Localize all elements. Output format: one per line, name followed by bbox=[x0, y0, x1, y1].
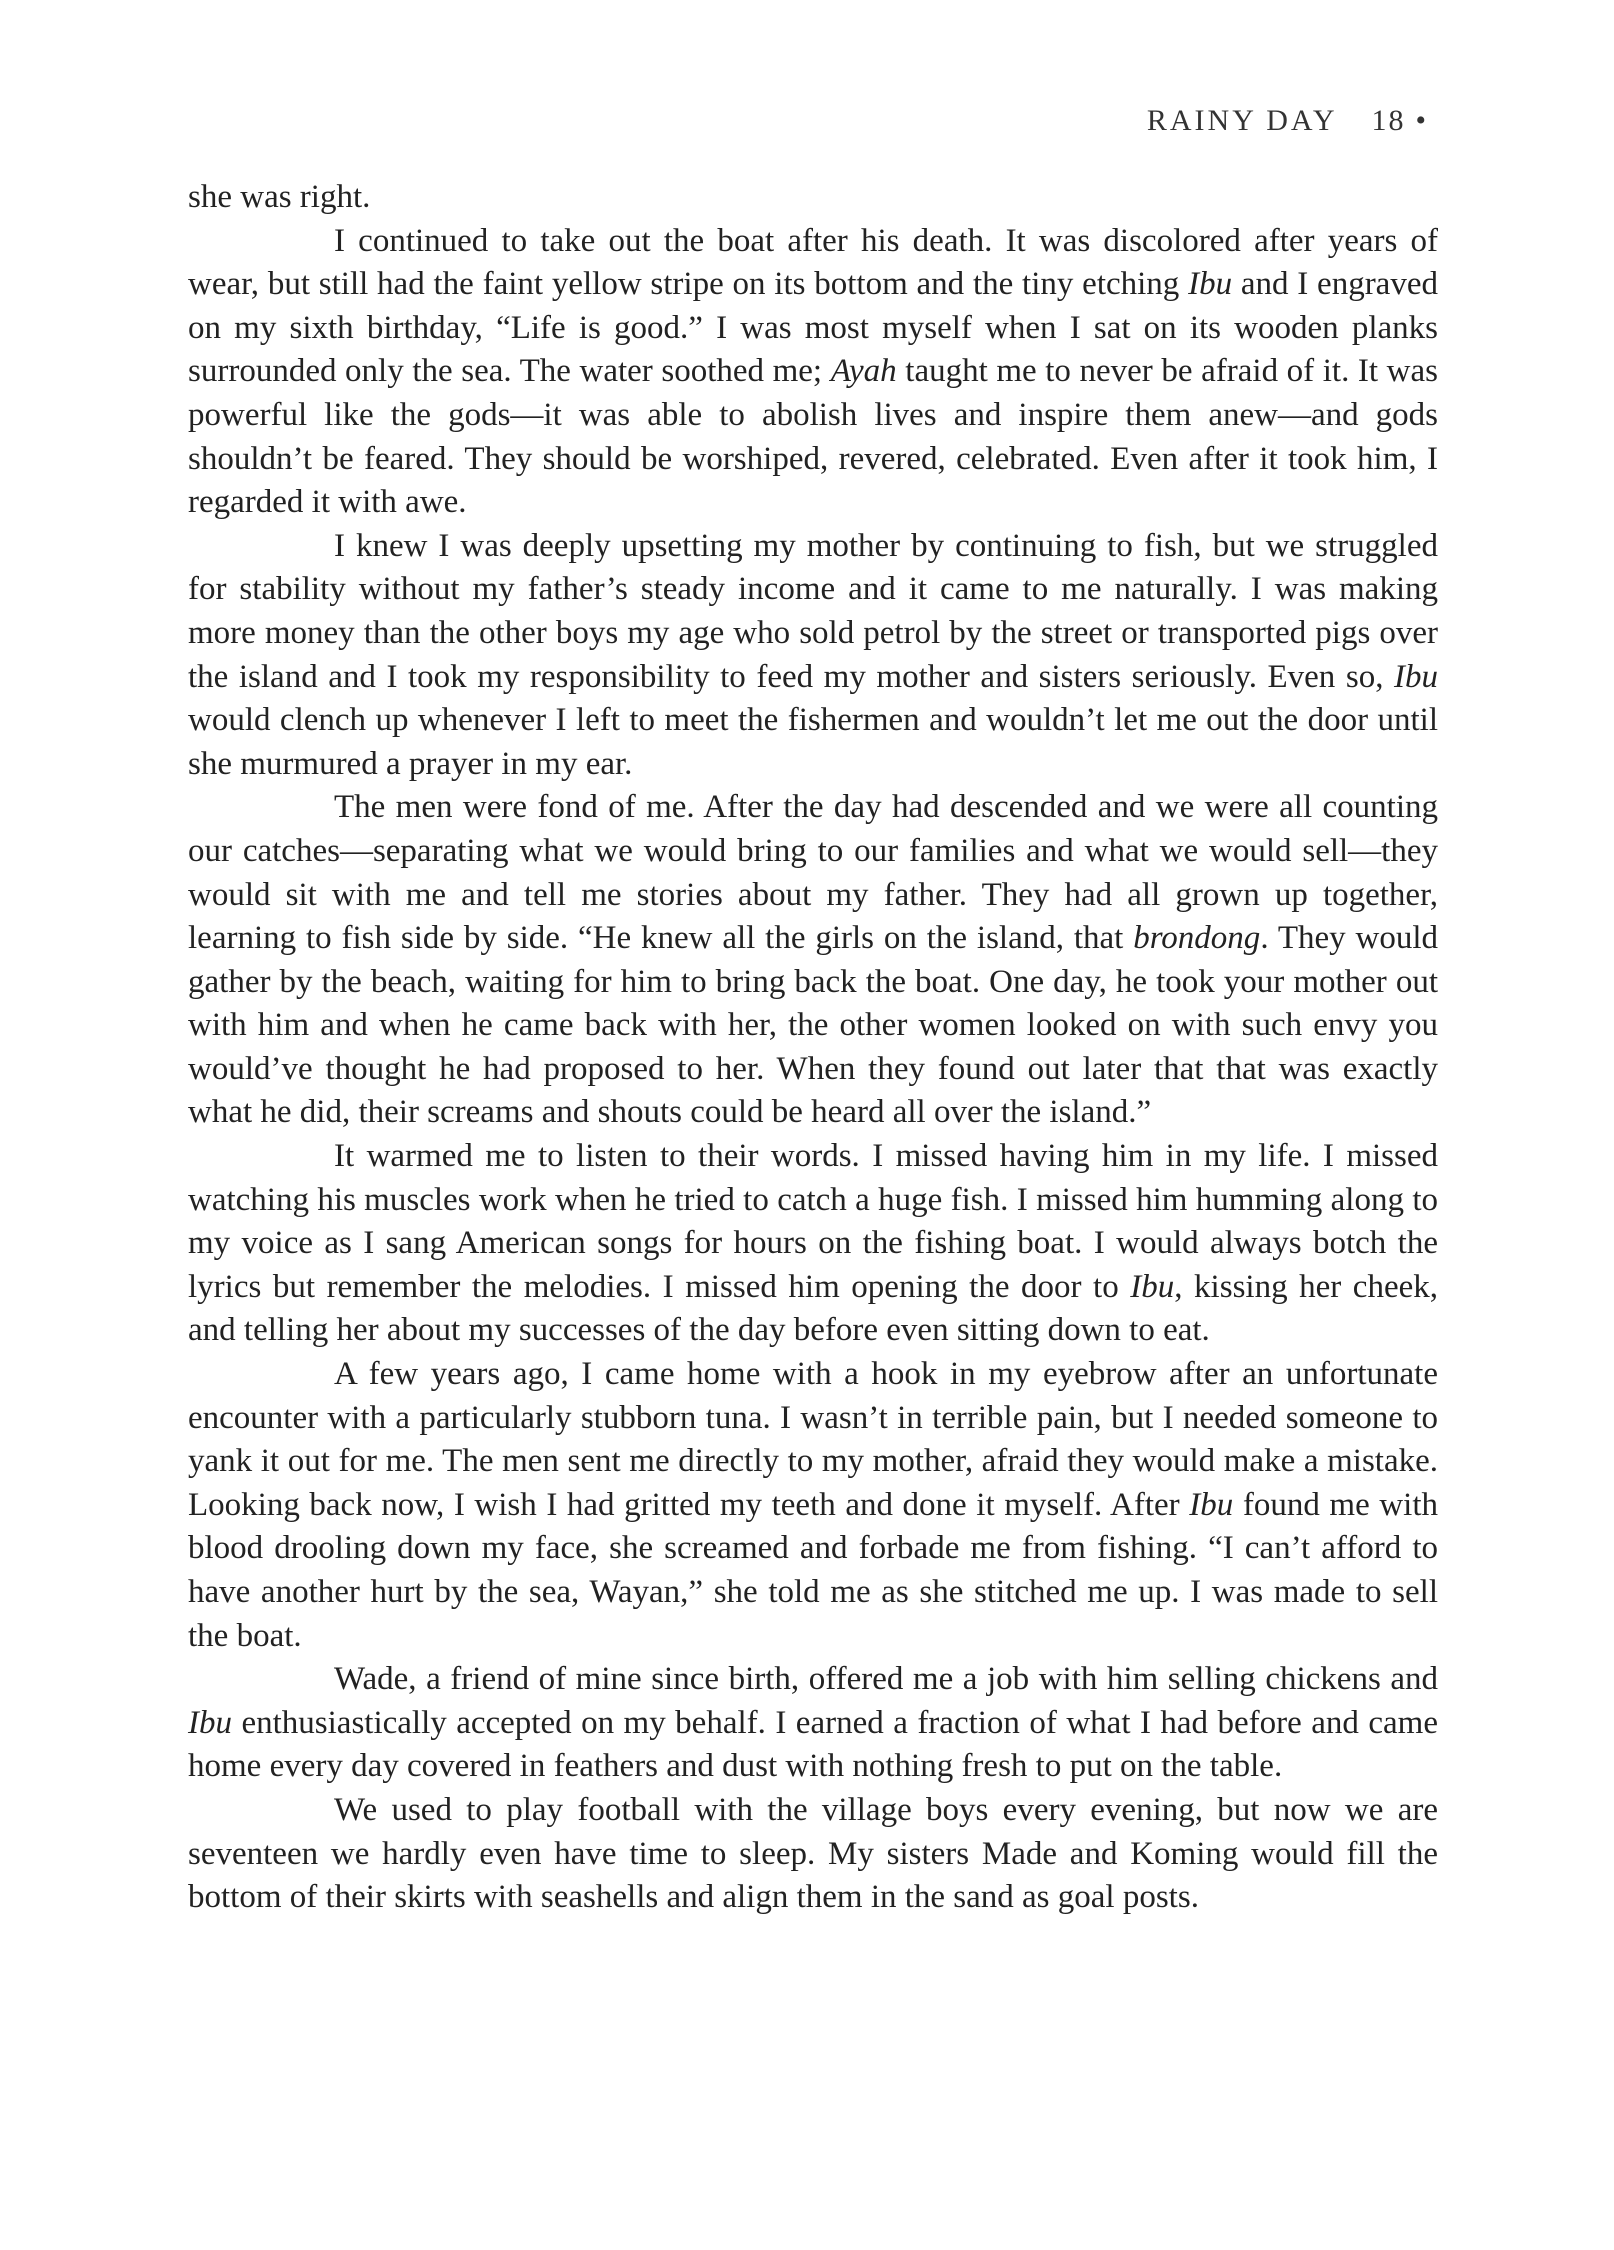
text-run: Wade, a friend of mine since birth, offered me a job with him selling chickens and bbox=[334, 1661, 1438, 1698]
paragraph bbox=[188, 525, 1438, 787]
text-run: would clench up whenever I left to meet the fishermen and wouldn’t let me out the door until she murmured a prayer in my ear. bbox=[188, 702, 1438, 782]
text-run: found me with blood drooling down my face, she screamed and forbade me from fishing. “I can’t afford to have another hurt by the sea, Wayan,” she told me as she stitched me up. I was made to sell the boat. bbox=[188, 1486, 1438, 1654]
paragraph bbox=[188, 1135, 1438, 1353]
page-number: 18 bbox=[1371, 104, 1406, 137]
italic-text: Ibu bbox=[1189, 1486, 1234, 1523]
italic-text: Ibu bbox=[1188, 266, 1233, 303]
text-run: she was right. bbox=[188, 179, 371, 215]
text-run: The men were fond of me. After the day had descended and we were all counting our catches—separating what we would bring to our families and what we would sell—they would sit with me and tell me stories about my father. They had all grown up together, learning to fish side by side. “He knew all the girls on the island, that bbox=[188, 789, 1438, 957]
header-bullet: • bbox=[1415, 104, 1426, 137]
text-run: A few years ago, I came home with a hook in my eyebrow after an unfortunate encounter with a particularly stubborn tuna. I wasn’t in terrible pain, but I needed someone to yank it out for me. The men sent me directly to my mother, afraid they would make a mistake. Looking back now, I wish I had gritted my teeth and done it myself. After bbox=[188, 1356, 1438, 1523]
text-run: enthusiastically accepted on my behalf. I earned a fraction of what I had before and came home every day covered in feathers and dust with nothing fresh to put on the table. bbox=[188, 1704, 1438, 1785]
italic-text: brondong bbox=[1133, 920, 1261, 957]
text-run: I knew I was deeply upsetting my mother by continuing to fish, but we struggled for stability without my father’s steady income and it came to me naturally. I was making more money than the other boys my age who sold petrol by the street or transported pigs over the island and I took my responsibility to feed my mother and sisters seriously. Even so, bbox=[188, 527, 1438, 695]
text-run: I continued to take out the boat after his death. It was discolored after years of wear, but still had the faint yellow stripe on its bottom and the tiny etching bbox=[188, 222, 1438, 303]
text-run: It warmed me to listen to their words. I missed having him in my life. I missed watching his muscles work when he tried to catch a huge fish. I missed him humming along to my voice as I sang American songs for hours on the fishing boat. I would always botch the lyrics but remember the melodies. I missed him opening the door to bbox=[188, 1138, 1438, 1305]
italic-text: Ibu bbox=[1394, 658, 1438, 695]
text-run: and I engraved on my sixth birthday, “Life is good.” I was most myself when I sat on its wooden planks surrounded only the sea. The water soothed me; bbox=[188, 266, 1438, 390]
body-text bbox=[188, 176, 1438, 1920]
text-run: We used to play football with the village boys every evening, but now we are seventeen we hardly even have time to sleep. My sisters Made and Koming would fill the bottom of their skirts with seashells and align them in the sand as goal posts. bbox=[188, 1791, 1438, 1916]
paragraph bbox=[188, 1658, 1438, 1789]
paragraph bbox=[188, 786, 1438, 1135]
text-run: , kissing her cheek, and telling her about my successes of the day before even sitting down to eat. bbox=[188, 1268, 1438, 1349]
text-run: . They would gather by the beach, waiting for him to bring back the boat. One day, he took your mother out with him and when he came back with her, the other women looked on with such envy you would’ve thought he had proposed to her. When they found out later that that was exactly what he did, their screams and shouts could be heard all over the island.” bbox=[188, 920, 1438, 1131]
paragraph bbox=[188, 220, 1438, 525]
text-run: taught me to never be afraid of it. It was powerful like the gods—it was able to abolish lives and inspire them anew—and gods shouldn’t be feared. They should be worshiped, revered, celebrated. Even after it took him, I regarded it with awe. bbox=[188, 353, 1438, 521]
italic-text: Ibu bbox=[188, 1704, 232, 1741]
italic-text: Ayah bbox=[830, 353, 897, 390]
paragraph bbox=[188, 1353, 1438, 1658]
paragraph bbox=[188, 1789, 1438, 1920]
running-header-title: RAINY DAY bbox=[1146, 104, 1338, 137]
paragraph bbox=[188, 176, 1438, 220]
italic-text: Ibu bbox=[1130, 1268, 1175, 1305]
running-header bbox=[1147, 104, 1426, 138]
